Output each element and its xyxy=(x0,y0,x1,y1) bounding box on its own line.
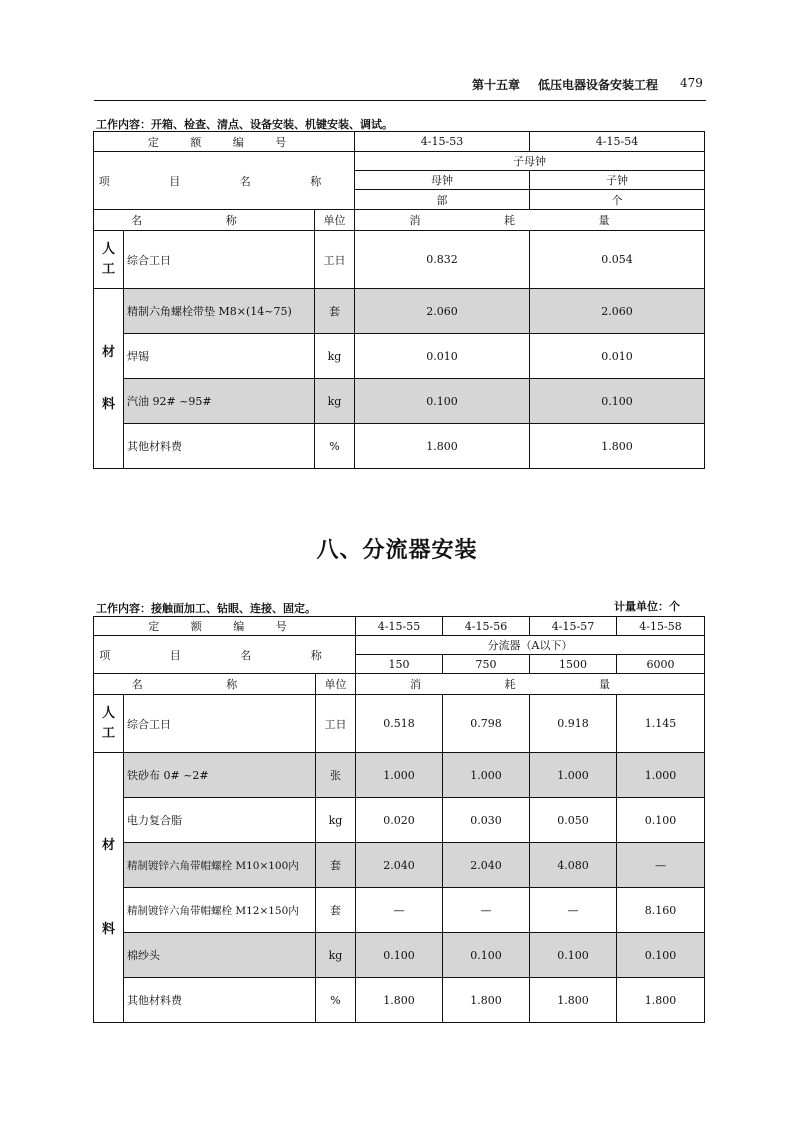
material-unit: kg xyxy=(316,933,356,978)
item-name: 6000 xyxy=(617,655,705,674)
material-value: 1.800 xyxy=(617,978,705,1023)
chapter-label: 第十五章 xyxy=(472,78,521,92)
quota-code: 4-15-53 xyxy=(355,132,530,152)
material-value: 0.010 xyxy=(355,334,530,379)
material-value: — xyxy=(617,843,705,888)
table-row xyxy=(94,379,705,424)
material-value: 2.040 xyxy=(356,843,443,888)
quota-label: 定 额 编 号 xyxy=(94,617,356,636)
header-divider xyxy=(94,100,706,101)
item-name: 1500 xyxy=(530,655,617,674)
material-name: 电力复合脂 xyxy=(124,798,316,843)
labor-name: 综合工日 xyxy=(124,231,315,289)
page-number: 479 xyxy=(680,76,703,90)
material-unit: 套 xyxy=(315,289,355,334)
material-name: 其他材料费 xyxy=(124,424,315,469)
material-name: 棉纱头 xyxy=(124,933,316,978)
group-label: 分流器（A以下） xyxy=(356,636,705,655)
material-value: 0.100 xyxy=(530,933,617,978)
section-title: 八、分流器安装 xyxy=(316,537,478,563)
material-value: 0.100 xyxy=(356,933,443,978)
item-unit: 个 xyxy=(530,190,705,210)
material-unit: kg xyxy=(315,379,355,424)
consume-header: 消 耗 量 xyxy=(356,674,705,695)
material-unit: 套 xyxy=(316,888,356,933)
labor-value: 0.798 xyxy=(443,695,530,753)
table-row xyxy=(94,843,705,888)
table-row xyxy=(94,334,705,379)
material-value: 2.060 xyxy=(355,289,530,334)
material-value: 1.000 xyxy=(530,753,617,798)
material-name: 精制六角螺栓带垫 M8×(14~75) xyxy=(124,289,315,334)
material-value: — xyxy=(443,888,530,933)
labor-value: 1.145 xyxy=(617,695,705,753)
material-value: 0.100 xyxy=(617,798,705,843)
quota-label: 定 额 编 号 xyxy=(94,132,355,152)
name-header: 名 称 xyxy=(94,210,315,231)
material-unit: % xyxy=(315,424,355,469)
quota-code: 4-15-54 xyxy=(530,132,705,152)
quota-table-1 xyxy=(93,131,705,469)
material-value: 1.800 xyxy=(530,978,617,1023)
table-row xyxy=(94,289,705,334)
item-name: 150 xyxy=(356,655,443,674)
material-value: — xyxy=(530,888,617,933)
labor-category: 人工 xyxy=(94,695,124,753)
material-value: 8.160 xyxy=(617,888,705,933)
material-name: 汽油 92# ~95# xyxy=(124,379,315,424)
consume-header: 消 耗 量 xyxy=(355,210,705,231)
material-value: 2.060 xyxy=(530,289,705,334)
material-value: 1.000 xyxy=(443,753,530,798)
item-name: 750 xyxy=(443,655,530,674)
labor-category: 人工 xyxy=(94,231,124,289)
labor-value: 0.832 xyxy=(355,231,530,289)
material-value: 0.050 xyxy=(530,798,617,843)
material-value: 0.100 xyxy=(617,933,705,978)
material-value: 1.800 xyxy=(530,424,705,469)
work-content-2: 工作内容：接触面加工、钻眼、连接、固定。 xyxy=(96,602,316,615)
table-row xyxy=(94,888,705,933)
material-value: 0.100 xyxy=(443,933,530,978)
quota-code: 4-15-55 xyxy=(356,617,443,636)
material-value: 4.080 xyxy=(530,843,617,888)
unit-note: 计量单位：个 xyxy=(614,600,680,613)
quota-table-2 xyxy=(93,616,705,1023)
material-value: 1.800 xyxy=(355,424,530,469)
material-value: 1.800 xyxy=(443,978,530,1023)
labor-unit: 工日 xyxy=(315,231,355,289)
material-name: 精制镀锌六角带帽螺栓 M10×100内 xyxy=(124,843,316,888)
material-value: 0.100 xyxy=(530,379,705,424)
material-value: 0.030 xyxy=(443,798,530,843)
material-name: 铁砂布 0# ~2# xyxy=(124,753,316,798)
labor-value: 0.518 xyxy=(356,695,443,753)
quota-code: 4-15-56 xyxy=(443,617,530,636)
material-category: 材料 xyxy=(94,753,124,1023)
material-category: 材料 xyxy=(94,289,124,469)
labor-unit: 工日 xyxy=(316,695,356,753)
table-row xyxy=(94,933,705,978)
table-row xyxy=(94,424,705,469)
item-name: 子钟 xyxy=(530,171,705,190)
material-value: 1.800 xyxy=(356,978,443,1023)
material-unit: kg xyxy=(316,798,356,843)
work-content-1: 工作内容：开箱、检查、清点、设备安装、机键安装、调试。 xyxy=(96,118,393,131)
name-header: 名 称 xyxy=(94,674,316,695)
material-name: 其他材料费 xyxy=(124,978,316,1023)
item-name: 母钟 xyxy=(355,171,530,190)
table-row xyxy=(94,753,705,798)
item-label: 项 目 名 称 xyxy=(94,636,356,674)
quota-code: 4-15-57 xyxy=(530,617,617,636)
material-value: 0.010 xyxy=(530,334,705,379)
material-unit: % xyxy=(316,978,356,1023)
material-name: 焊锡 xyxy=(124,334,315,379)
material-value: 2.040 xyxy=(443,843,530,888)
labor-value: 0.054 xyxy=(530,231,705,289)
item-label: 项 目 名 称 xyxy=(94,152,355,210)
material-value: 0.020 xyxy=(356,798,443,843)
unit-header: 单位 xyxy=(316,674,356,695)
material-name: 精制镀锌六角带帽螺栓 M12×150内 xyxy=(124,888,316,933)
material-unit: 张 xyxy=(316,753,356,798)
material-unit: kg xyxy=(315,334,355,379)
unit-header: 单位 xyxy=(315,210,355,231)
material-unit: 套 xyxy=(316,843,356,888)
item-unit: 部 xyxy=(355,190,530,210)
labor-name: 综合工日 xyxy=(124,695,316,753)
quota-code: 4-15-58 xyxy=(617,617,705,636)
table-row xyxy=(94,978,705,1023)
material-value: 1.000 xyxy=(617,753,705,798)
labor-value: 0.918 xyxy=(530,695,617,753)
material-value: — xyxy=(356,888,443,933)
table-row xyxy=(94,798,705,843)
chapter-title: 低压电器设备安装工程 xyxy=(538,78,659,92)
material-value: 1.000 xyxy=(356,753,443,798)
material-value: 0.100 xyxy=(355,379,530,424)
group-label: 子母钟 xyxy=(355,152,705,171)
